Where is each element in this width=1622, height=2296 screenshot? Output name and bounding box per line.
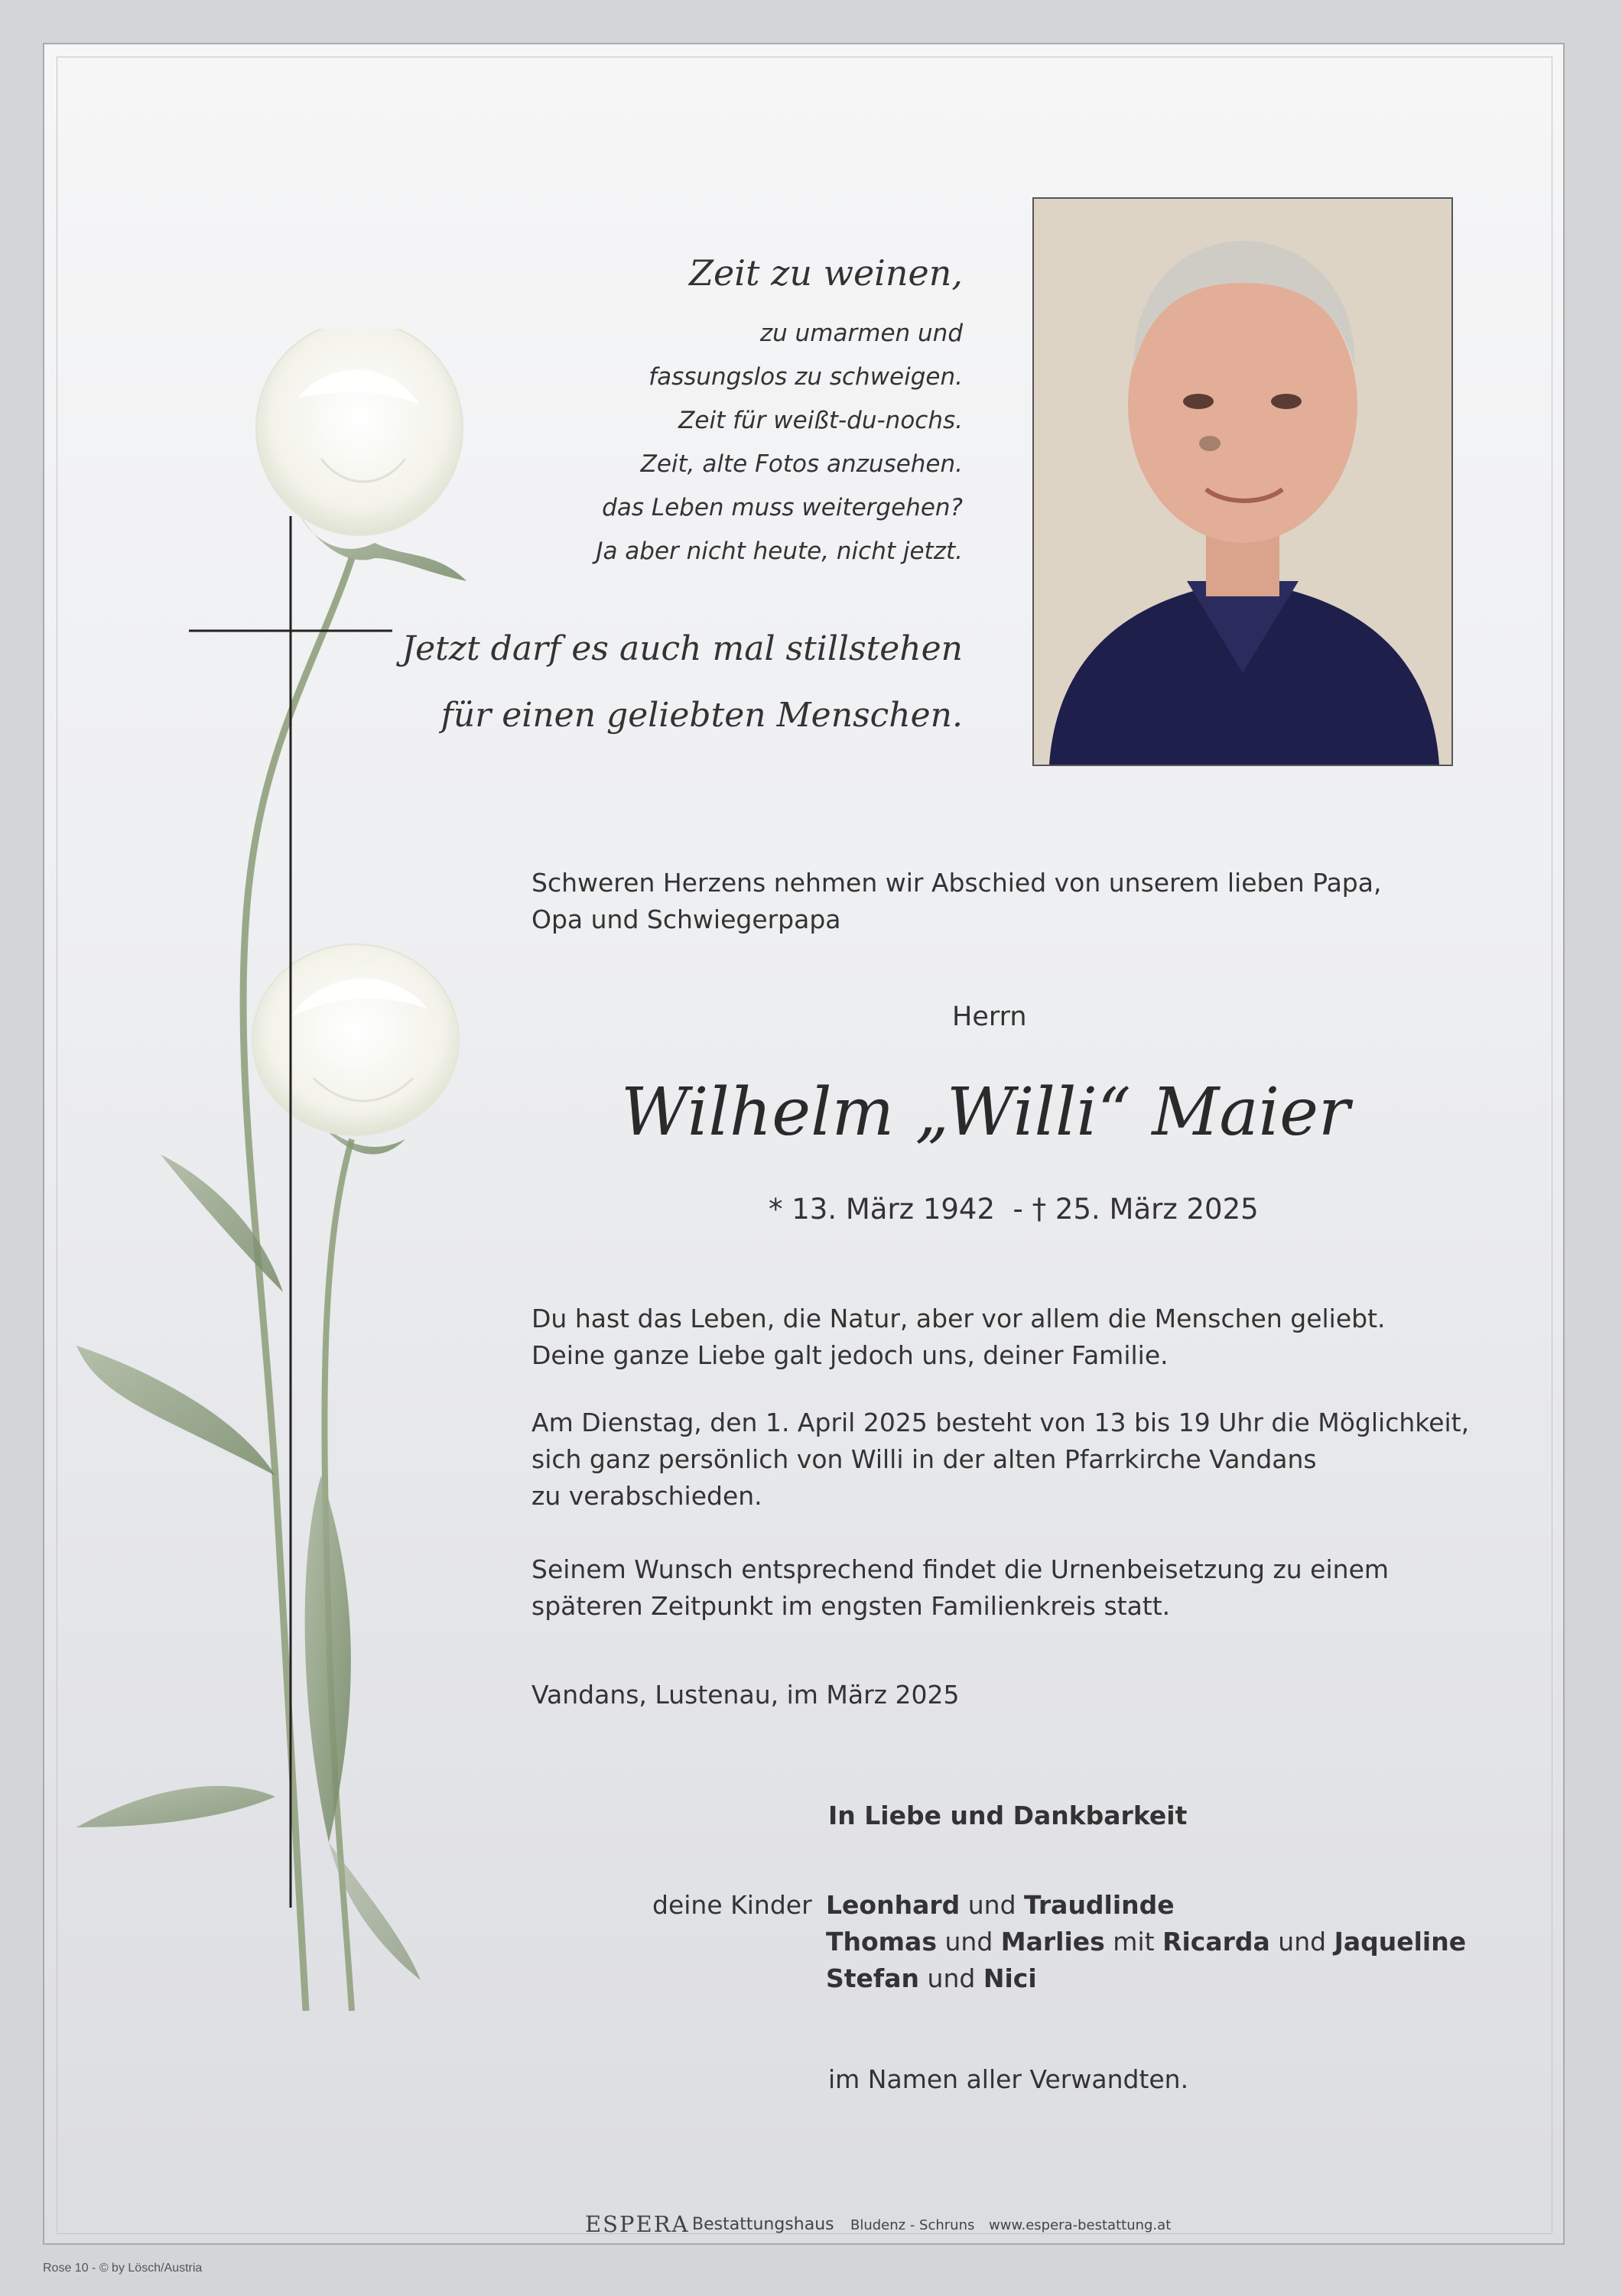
poem-line: fassungslos zu schweigen. [648, 363, 963, 391]
family-row [826, 1963, 1037, 1993]
relatives-line: im Namen aller Verwandten. [828, 2064, 1189, 2094]
leaf [76, 1346, 275, 1476]
poem-line: Zeit für weißt-du-nochs. [678, 407, 963, 434]
conjunction: und [927, 1963, 976, 1993]
rose-bloom-top [256, 329, 466, 581]
family-row [826, 1890, 1175, 1920]
poem-closing: für einen geliebten Menschen. [440, 696, 963, 735]
paragraph-line: Deine ganze Liebe galt jedoch uns, deiner Familie. [531, 1340, 1169, 1370]
family-name: Traudlinde [1024, 1890, 1175, 1920]
paragraph-line: zu verabschieden. [531, 1481, 762, 1511]
family-name: Ricarda [1162, 1927, 1270, 1957]
gratitude-text: In Liebe und Dankbarkeit [828, 1801, 1188, 1830]
poem-line: Zeit, alte Fotos anzusehen. [640, 450, 963, 478]
footer-website[interactable]: www.espera-bestattung.at [989, 2217, 1172, 2233]
footer-locations: Bludenz - Schruns [850, 2217, 975, 2233]
conjunction: und [1278, 1927, 1327, 1957]
conjunction: und [967, 1890, 1016, 1920]
poem-line: zu umarmen und [759, 320, 963, 347]
poem-line: das Leben muss weitergehen? [602, 494, 963, 521]
salutation: Herrn [952, 1002, 1027, 1032]
conjunction: mit [1113, 1927, 1155, 1957]
family-name: Stefan [826, 1963, 920, 1993]
family-name: Jaqueline [1334, 1927, 1467, 1957]
intro-line: Opa und Schwiegerpapa [531, 904, 841, 934]
family-row [826, 1927, 1466, 1957]
paragraph-line: späteren Zeitpunkt im engsten Familienkreis statt. [531, 1591, 1171, 1621]
intro-line: Schweren Herzens nehmen wir Abschied von unserem lieben Papa, [531, 868, 1382, 898]
family-name: Thomas [826, 1927, 937, 1957]
rose-illustration [69, 329, 497, 2072]
leaf [76, 1786, 275, 1827]
leaf [161, 1154, 283, 1292]
place-date: Vandans, Lustenau, im März 2025 [531, 1680, 960, 1710]
poem-line: Ja aber nicht heute, nicht jetzt. [596, 537, 963, 565]
life-dates: * 13. März 1942 - † 25. März 2025 [769, 1193, 1259, 1226]
deceased-name: Wilhelm „Willi“ Maier [621, 1074, 1351, 1151]
poem-title: Zeit zu weinen, [689, 252, 963, 294]
family-name: Nici [983, 1963, 1037, 1993]
paragraph-line: Am Dienstag, den 1. April 2025 besteht von 13 bis 19 Uhr die Möglichkeit, [531, 1408, 1470, 1437]
portrait-photo [1032, 197, 1453, 766]
conjunction: und [944, 1927, 993, 1957]
family-lead: deine Kinder [652, 1890, 812, 1920]
paragraph-line: sich ganz persönlich von Willi in der alten Pfarrkirche Vandans [531, 1444, 1317, 1474]
paragraph-line: Seinem Wunsch entsprechend findet die Urnenbeisetzung zu einem [531, 1554, 1390, 1584]
leaf [305, 1476, 351, 1843]
poem-closing: Jetzt darf es auch mal stillstehen [401, 629, 963, 668]
footer-brand-suffix: Bestattungshaus [692, 2215, 834, 2234]
rose-bloom-bottom [252, 944, 459, 1154]
family-name: Marlies [1000, 1927, 1105, 1957]
brand-name: ESPERA [585, 2211, 690, 2237]
footer-brand [585, 2211, 690, 2237]
gratitude-heading [828, 1801, 1187, 1830]
copyright-notice: Rose 10 - © by Lösch/Austria [43, 2262, 203, 2275]
paragraph-line: Du hast das Leben, die Natur, aber vor allem die Menschen geliebt. [531, 1304, 1386, 1333]
family-name: Leonhard [826, 1890, 961, 1920]
